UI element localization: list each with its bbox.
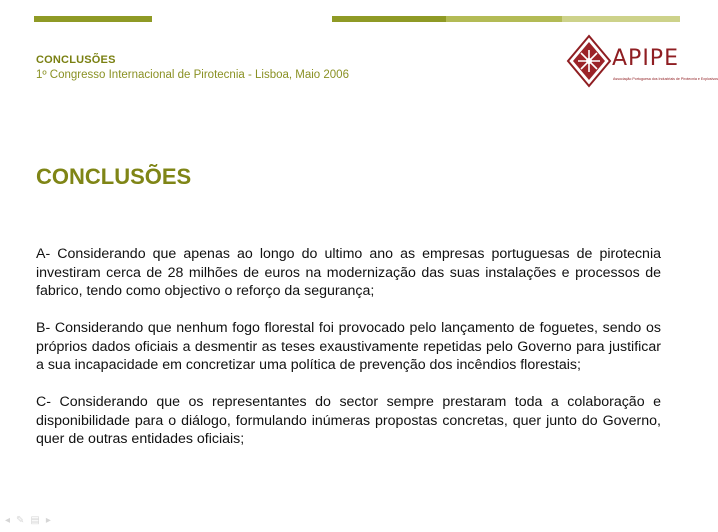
header-subtitle: 1º Congresso Internacional de Pirotecnia - Lisboa, Maio 2006 (36, 69, 349, 81)
logo-wordmark: APIPE (612, 46, 679, 71)
top-accent-bar-right-1 (332, 16, 446, 22)
logo-diamond-icon (566, 34, 612, 88)
menu-icon[interactable]: ▤ (30, 515, 40, 526)
paragraph-a: A- Considerando que apenas ao longo do ultimo ano as empresas portuguesas de pirotecnia investiram cerca de 28 milhões de euros na modernização das suas instalações e processos de fabrico, tendo como objectivo o reforço da segurança; (36, 246, 661, 299)
pen-icon[interactable]: ✎ (16, 515, 25, 526)
paragraph-c: C- Considerando que os representantes do sector sempre prestaram toda a colaboração e disponibilidade para o diálogo, formulando inúmeras propostas concretas, quer junto do Governo, quer de outras entidades oficiais; (36, 394, 661, 447)
slide-nav-controls (5, 515, 51, 526)
top-accent-bar-right-3 (562, 16, 680, 22)
prev-arrow-icon[interactable]: ◂ (5, 515, 11, 526)
next-arrow-icon[interactable]: ▸ (45, 515, 51, 526)
slide-title: CONCLUSÕES (36, 164, 192, 189)
slide-content (36, 245, 661, 467)
apipe-logo (566, 34, 718, 88)
logo-tagline: Associação Portuguesa dos Industriais de Pirotecnia e Explosivos (613, 77, 718, 81)
paragraph-b: B- Considerando que nenhum fogo florestal foi provocado pelo lançamento de foguetes, sendo os próprios dados oficiais a desmentir as teses exaustivamente repetidas pelo Governo para justificar a sua incapacidade em concretizar uma política de prevenção dos incêndios florestais; (36, 320, 661, 373)
top-accent-bar-right-2 (446, 16, 562, 22)
top-accent-bar-left (34, 16, 152, 22)
header-title: CONCLUSÕES (36, 54, 116, 66)
